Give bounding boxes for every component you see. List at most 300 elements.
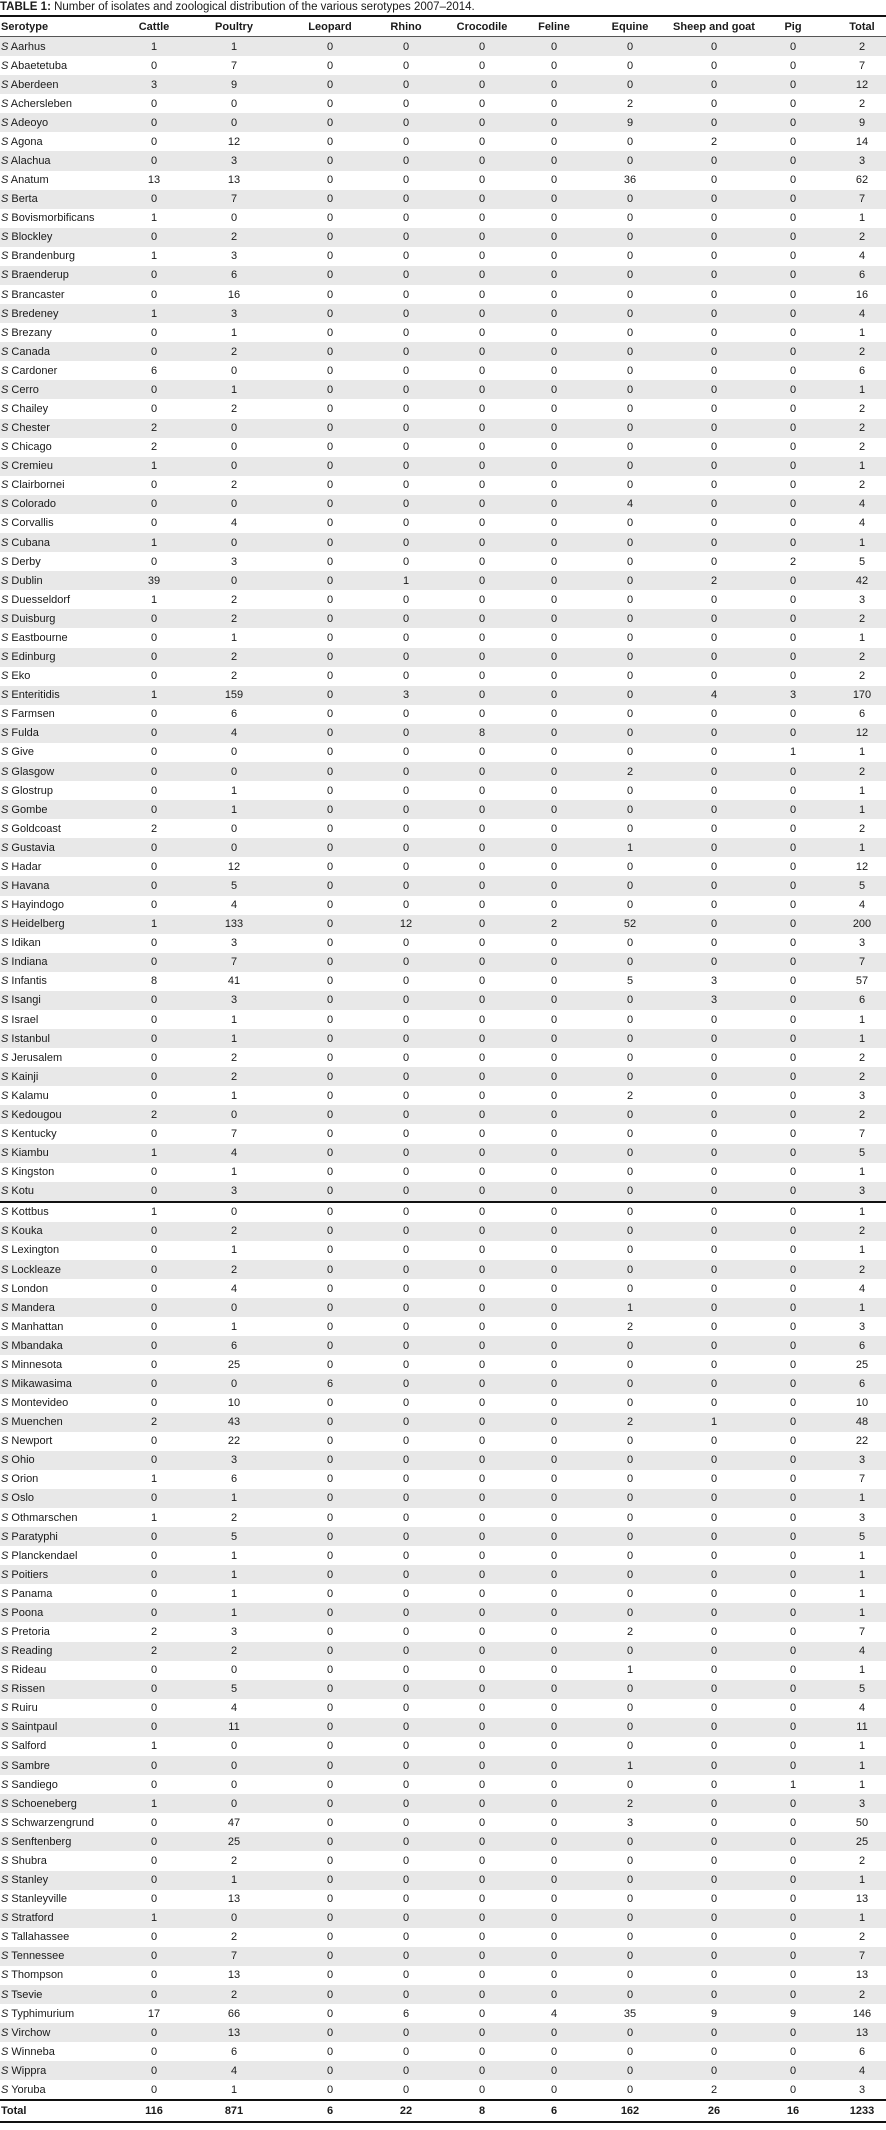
genus-abbrev: S — [1, 1702, 9, 1715]
count-cell: 0 — [150, 1950, 158, 1963]
genus-abbrev: S — [1, 1549, 9, 1562]
count-cell: 0 — [789, 1740, 797, 1753]
row-total-cell: 3 — [858, 2083, 866, 2096]
count-cell: 0 — [550, 1511, 558, 1524]
serotype-cell — [0, 708, 122, 720]
count-cell: 0 — [478, 1320, 486, 1333]
count-cell: 0 — [326, 2026, 334, 2039]
count-cell: 0 — [402, 383, 410, 396]
serotype-name: Aarhus — [10, 40, 46, 53]
count-cell: 0 — [789, 193, 797, 206]
count-cell: 0 — [550, 307, 558, 320]
count-cell: 0 — [626, 1358, 634, 1371]
genus-abbrev: S — [1, 670, 9, 683]
serotype-cell — [0, 1147, 122, 1159]
count-cell: 0 — [230, 1759, 238, 1772]
serotype-name: Brancaster — [11, 288, 65, 301]
genus-abbrev: S — [1, 1263, 9, 1276]
count-cell: 0 — [326, 612, 334, 625]
count-cell: 0 — [478, 2026, 486, 2039]
count-cell: 0 — [626, 1032, 634, 1045]
count-cell: 0 — [710, 1282, 718, 1295]
table-row — [0, 1048, 886, 1067]
column-header: Sheep and goat — [673, 20, 755, 33]
count-cell: 0 — [402, 460, 410, 473]
count-cell: 0 — [402, 78, 410, 91]
genus-abbrev: S — [1, 250, 9, 263]
count-cell: 0 — [789, 517, 797, 530]
count-cell: 0 — [550, 1206, 558, 1219]
genus-abbrev: S — [1, 1301, 9, 1314]
count-cell: 2 — [789, 555, 797, 568]
row-total-cell: 1 — [858, 803, 866, 816]
serotype-name: Salford — [11, 1740, 47, 1753]
count-cell: 0 — [402, 59, 410, 72]
count-cell: 0 — [402, 1645, 410, 1658]
count-cell: 0 — [150, 1530, 158, 1543]
count-cell: 0 — [150, 937, 158, 950]
count-cell: 0 — [789, 479, 797, 492]
row-total-cell: 50 — [855, 1816, 869, 1829]
count-cell: 2 — [150, 422, 158, 435]
count-cell: 0 — [550, 689, 558, 702]
genus-abbrev: S — [1, 174, 9, 187]
count-cell: 0 — [550, 403, 558, 416]
serotype-cell — [0, 60, 122, 72]
count-cell: 0 — [150, 1166, 158, 1179]
count-cell: 0 — [789, 231, 797, 244]
count-cell: 0 — [710, 1759, 718, 1772]
table-row — [0, 1105, 886, 1124]
count-cell: 0 — [478, 40, 486, 53]
genus-abbrev: S — [1, 899, 9, 912]
column-header: Feline — [538, 20, 570, 33]
serotype-name: Newport — [11, 1435, 53, 1448]
count-cell: 0 — [626, 479, 634, 492]
row-total-cell: 7 — [858, 1127, 866, 1140]
count-cell: 0 — [550, 1089, 558, 1102]
count-cell: 0 — [550, 784, 558, 797]
count-cell: 0 — [326, 1435, 334, 1448]
total-cell: 116 — [145, 2105, 163, 2118]
serotype-cell — [0, 422, 122, 434]
count-cell: 2 — [230, 1225, 238, 1238]
count-cell: 2 — [150, 822, 158, 835]
count-cell: 0 — [789, 1606, 797, 1619]
count-cell: 17 — [147, 2007, 161, 2020]
count-cell: 0 — [550, 1339, 558, 1352]
genus-abbrev: S — [1, 97, 9, 110]
table-row — [0, 800, 886, 819]
count-cell: 0 — [789, 536, 797, 549]
genus-abbrev: S — [1, 1051, 9, 1064]
genus-abbrev: S — [1, 612, 9, 625]
count-cell: 0 — [150, 879, 158, 892]
count-cell: 0 — [710, 1206, 718, 1219]
count-cell: 0 — [326, 231, 334, 244]
count-cell: 0 — [710, 1378, 718, 1390]
count-cell: 0 — [150, 1721, 158, 1734]
total-cell: 26 — [707, 2105, 721, 2118]
count-cell: 0 — [789, 1013, 797, 1026]
count-cell: 0 — [230, 460, 238, 473]
count-cell: 0 — [478, 78, 486, 91]
count-cell: 1 — [150, 536, 158, 549]
serotype-name: Shubra — [11, 1854, 47, 1867]
count-cell: 3 — [230, 155, 238, 167]
count-cell: 0 — [478, 1051, 486, 1064]
count-cell: 0 — [710, 555, 718, 568]
count-cell: 0 — [626, 250, 634, 263]
count-cell: 0 — [626, 1893, 634, 1906]
serotype-name: Brandenburg — [11, 250, 76, 263]
count-cell: 0 — [150, 1127, 158, 1140]
table-header-row — [0, 15, 886, 37]
serotype-name: Cremieu — [11, 460, 53, 473]
count-cell: 0 — [710, 956, 718, 969]
count-cell: 0 — [789, 2045, 797, 2058]
count-cell: 0 — [402, 403, 410, 416]
table-row — [0, 399, 886, 418]
count-cell: 0 — [478, 1435, 486, 1448]
count-cell: 0 — [326, 97, 334, 110]
count-cell: 0 — [626, 1778, 634, 1791]
count-cell: 0 — [550, 250, 558, 263]
serotype-cell — [0, 1454, 122, 1466]
count-cell: 0 — [326, 383, 334, 396]
count-cell: 0 — [230, 1797, 238, 1810]
table-row — [0, 1527, 886, 1546]
count-cell: 0 — [626, 822, 634, 835]
genus-abbrev: S — [1, 1032, 9, 1045]
serotype-cell — [0, 1607, 122, 1619]
count-cell: 0 — [789, 2083, 797, 2096]
genus-abbrev: S — [1, 1013, 9, 1026]
genus-abbrev: S — [1, 689, 9, 702]
count-cell: 10 — [227, 1397, 241, 1410]
count-cell: 0 — [550, 1530, 558, 1543]
count-cell: 0 — [710, 1874, 718, 1887]
serotype-cell — [0, 1492, 122, 1504]
row-total-cell: 3 — [858, 1089, 866, 1102]
genus-abbrev: S — [1, 1454, 9, 1467]
count-cell: 0 — [150, 841, 158, 854]
count-cell: 0 — [402, 40, 410, 53]
row-total-cell: 6 — [858, 708, 866, 721]
count-cell: 0 — [402, 841, 410, 854]
genus-abbrev: S — [1, 326, 9, 339]
count-cell: 0 — [150, 326, 158, 339]
count-cell: 0 — [230, 822, 238, 835]
genus-abbrev: S — [1, 1320, 9, 1333]
count-cell: 0 — [326, 689, 334, 702]
table-row — [0, 819, 886, 838]
count-cell: 13 — [227, 174, 241, 187]
count-cell: 0 — [626, 956, 634, 969]
count-cell: 0 — [626, 689, 634, 702]
count-cell: 0 — [478, 307, 486, 320]
count-cell: 0 — [789, 879, 797, 892]
serotype-cell — [0, 1874, 122, 1886]
count-cell: 25 — [227, 1358, 241, 1371]
count-cell: 0 — [626, 364, 634, 377]
count-cell: 0 — [326, 803, 334, 816]
count-cell: 0 — [710, 1626, 718, 1639]
caption-label: TABLE 1: — [0, 1, 51, 13]
count-cell: 0 — [402, 1835, 410, 1848]
count-cell: 0 — [402, 1244, 410, 1257]
count-cell: 0 — [478, 1147, 486, 1160]
table-row — [0, 1144, 886, 1163]
row-total-cell: 1 — [858, 536, 866, 549]
count-cell: 0 — [789, 1721, 797, 1734]
count-cell: 0 — [710, 1339, 718, 1352]
table-row — [0, 1699, 886, 1718]
serotype-cell — [0, 441, 122, 453]
row-total-cell: 1 — [858, 1568, 866, 1581]
count-cell: 0 — [710, 40, 718, 53]
serotype-cell — [0, 1071, 122, 1083]
row-total-cell: 1 — [858, 841, 866, 854]
count-cell: 0 — [626, 879, 634, 892]
serotype-name: Anatum — [10, 174, 49, 187]
count-cell: 0 — [478, 994, 486, 1007]
genus-abbrev: S — [1, 1166, 9, 1179]
count-cell: 0 — [710, 1263, 718, 1276]
count-cell: 2 — [230, 1988, 238, 2001]
table-row — [0, 1029, 886, 1048]
genus-abbrev: S — [1, 765, 9, 778]
count-cell: 0 — [626, 78, 634, 91]
count-cell: 5 — [626, 975, 634, 988]
table-row — [0, 1756, 886, 1775]
count-cell: 0 — [626, 536, 634, 549]
count-cell: 2 — [150, 1645, 158, 1658]
count-cell: 0 — [402, 1683, 410, 1696]
count-cell: 0 — [478, 422, 486, 435]
count-cell: 0 — [478, 1416, 486, 1429]
serotype-cell — [0, 2046, 122, 2058]
genus-abbrev: S — [1, 1645, 9, 1658]
count-cell: 2 — [626, 1626, 634, 1639]
genus-abbrev: S — [1, 1797, 9, 1810]
serotype-cell — [0, 1664, 122, 1676]
serotype-name: Duisburg — [11, 612, 56, 625]
count-cell: 0 — [789, 1089, 797, 1102]
serotype-cell — [0, 651, 122, 663]
genus-abbrev: S — [1, 441, 9, 454]
table-row — [0, 838, 886, 857]
count-cell: 0 — [402, 1626, 410, 1639]
count-cell: 0 — [550, 727, 558, 740]
count-cell: 1 — [150, 918, 158, 931]
count-cell: 1 — [789, 1778, 797, 1791]
total-cell: 871 — [224, 2105, 244, 2118]
genus-abbrev: S — [1, 1587, 9, 1600]
count-cell: 0 — [789, 1492, 797, 1505]
count-cell: 0 — [710, 1127, 718, 1140]
count-cell: 0 — [150, 498, 158, 511]
serotype-name: Braenderup — [11, 269, 69, 282]
count-cell: 0 — [150, 1185, 158, 1198]
serotype-name: Abaetetuba — [10, 59, 68, 72]
count-cell: 0 — [789, 727, 797, 740]
table-row — [0, 1813, 886, 1832]
table-row — [0, 1890, 886, 1909]
serotype-cell — [0, 1721, 122, 1733]
count-cell: 0 — [150, 2083, 158, 2096]
row-total-cell: 22 — [855, 1435, 869, 1448]
genus-abbrev: S — [1, 2007, 9, 2020]
count-cell: 6 — [230, 2045, 238, 2058]
count-cell: 0 — [478, 612, 486, 625]
serotype-name: Thompson — [11, 1969, 64, 1982]
count-cell: 0 — [478, 2064, 486, 2077]
table-row — [0, 915, 886, 934]
count-cell: 0 — [626, 1587, 634, 1600]
count-cell: 0 — [478, 1549, 486, 1562]
count-cell: 0 — [402, 1988, 410, 2001]
count-cell: 1 — [150, 689, 158, 702]
genus-abbrev: S — [1, 1778, 9, 1791]
count-cell: 0 — [326, 1626, 334, 1639]
count-cell: 0 — [326, 1969, 334, 1982]
serotype-cell — [0, 861, 122, 873]
count-cell: 0 — [626, 555, 634, 568]
count-cell: 0 — [550, 1931, 558, 1944]
count-cell: 0 — [550, 1816, 558, 1829]
count-cell: 0 — [150, 383, 158, 396]
serotype-name: Pretoria — [11, 1626, 50, 1639]
count-cell: 0 — [626, 574, 634, 587]
count-cell: 0 — [626, 899, 634, 912]
count-cell: 0 — [478, 1492, 486, 1505]
count-cell: 1 — [626, 841, 634, 854]
count-cell: 0 — [789, 364, 797, 377]
count-cell: 0 — [402, 1339, 410, 1352]
count-cell: 0 — [478, 1626, 486, 1639]
count-cell: 5 — [230, 879, 238, 892]
count-cell: 0 — [626, 1435, 634, 1448]
count-cell: 0 — [626, 288, 634, 301]
genus-abbrev: S — [1, 631, 9, 644]
count-cell: 0 — [230, 1301, 238, 1314]
count-cell: 0 — [626, 1988, 634, 2001]
count-cell: 0 — [550, 937, 558, 950]
count-cell: 0 — [478, 1950, 486, 1963]
serotype-cell — [0, 1645, 122, 1657]
count-cell: 0 — [789, 1166, 797, 1179]
count-cell: 0 — [550, 1358, 558, 1371]
count-cell: 2 — [626, 1797, 634, 1810]
count-cell: 0 — [789, 1874, 797, 1887]
serotype-name: Istanbul — [11, 1032, 50, 1045]
serotype-name: Agona — [10, 135, 43, 148]
row-total-cell: 6 — [858, 1339, 866, 1352]
count-cell: 0 — [550, 631, 558, 644]
count-cell: 0 — [626, 1378, 634, 1390]
count-cell: 0 — [402, 269, 410, 282]
count-cell: 0 — [402, 212, 410, 225]
genus-abbrev: S — [1, 841, 9, 854]
serotype-name: Eastbourne — [11, 631, 68, 644]
count-cell: 0 — [326, 631, 334, 644]
genus-abbrev: S — [1, 1511, 9, 1524]
count-cell: 0 — [710, 1301, 718, 1314]
count-cell: 0 — [150, 1051, 158, 1064]
count-cell: 0 — [478, 784, 486, 797]
row-total-cell: 2 — [858, 1225, 866, 1238]
count-cell: 0 — [550, 345, 558, 358]
serotype-cell — [0, 1893, 122, 1905]
count-cell: 0 — [150, 994, 158, 1007]
count-cell: 0 — [626, 784, 634, 797]
serotype-name: Goldcoast — [11, 822, 61, 835]
count-cell: 0 — [710, 727, 718, 740]
count-cell: 0 — [150, 1683, 158, 1696]
count-cell: 0 — [626, 1454, 634, 1467]
row-total-cell: 2 — [858, 441, 866, 454]
row-total-cell: 2 — [858, 479, 866, 492]
genus-abbrev: S — [1, 288, 9, 301]
count-cell: 0 — [550, 651, 558, 664]
count-cell: 0 — [326, 403, 334, 416]
count-cell: 0 — [789, 937, 797, 950]
count-cell: 0 — [550, 1854, 558, 1867]
count-cell: 0 — [150, 1397, 158, 1410]
count-cell: 0 — [326, 1568, 334, 1581]
count-cell: 0 — [789, 2064, 797, 2077]
count-cell: 0 — [478, 1606, 486, 1619]
serotype-name: Senftenberg — [11, 1835, 72, 1848]
table-row — [0, 304, 886, 323]
count-cell: 0 — [478, 1282, 486, 1295]
count-cell: 0 — [326, 1032, 334, 1045]
genus-abbrev: S — [1, 536, 9, 549]
count-cell: 0 — [230, 574, 238, 587]
count-cell: 1 — [150, 40, 158, 53]
count-cell: 0 — [550, 574, 558, 587]
table-row — [0, 1737, 886, 1756]
count-cell: 1 — [710, 1416, 718, 1429]
count-cell: 0 — [550, 1166, 558, 1179]
count-cell: 0 — [550, 231, 558, 244]
count-cell: 0 — [326, 422, 334, 435]
count-cell: 0 — [550, 1263, 558, 1276]
row-total-cell: 25 — [855, 1835, 869, 1848]
serotype-name: Kotu — [11, 1185, 35, 1198]
count-cell: 12 — [399, 918, 413, 931]
genus-abbrev: S — [1, 1492, 9, 1505]
count-cell: 0 — [402, 1530, 410, 1543]
count-cell: 1 — [230, 1032, 238, 1045]
genus-abbrev: S — [1, 1664, 9, 1677]
count-cell: 0 — [326, 307, 334, 320]
table-row — [0, 781, 886, 800]
count-cell: 0 — [326, 1320, 334, 1333]
count-cell: 0 — [402, 1854, 410, 1867]
count-cell: 0 — [326, 2007, 334, 2020]
count-cell: 0 — [402, 612, 410, 625]
count-cell: 0 — [710, 1683, 718, 1696]
count-cell: 0 — [789, 1244, 797, 1257]
count-cell: 8 — [150, 975, 158, 988]
row-total-cell: 25 — [855, 1358, 869, 1371]
count-cell: 0 — [710, 1492, 718, 1505]
genus-abbrev: S — [1, 307, 9, 320]
count-cell: 0 — [626, 307, 634, 320]
row-total-cell: 2 — [858, 1051, 866, 1064]
